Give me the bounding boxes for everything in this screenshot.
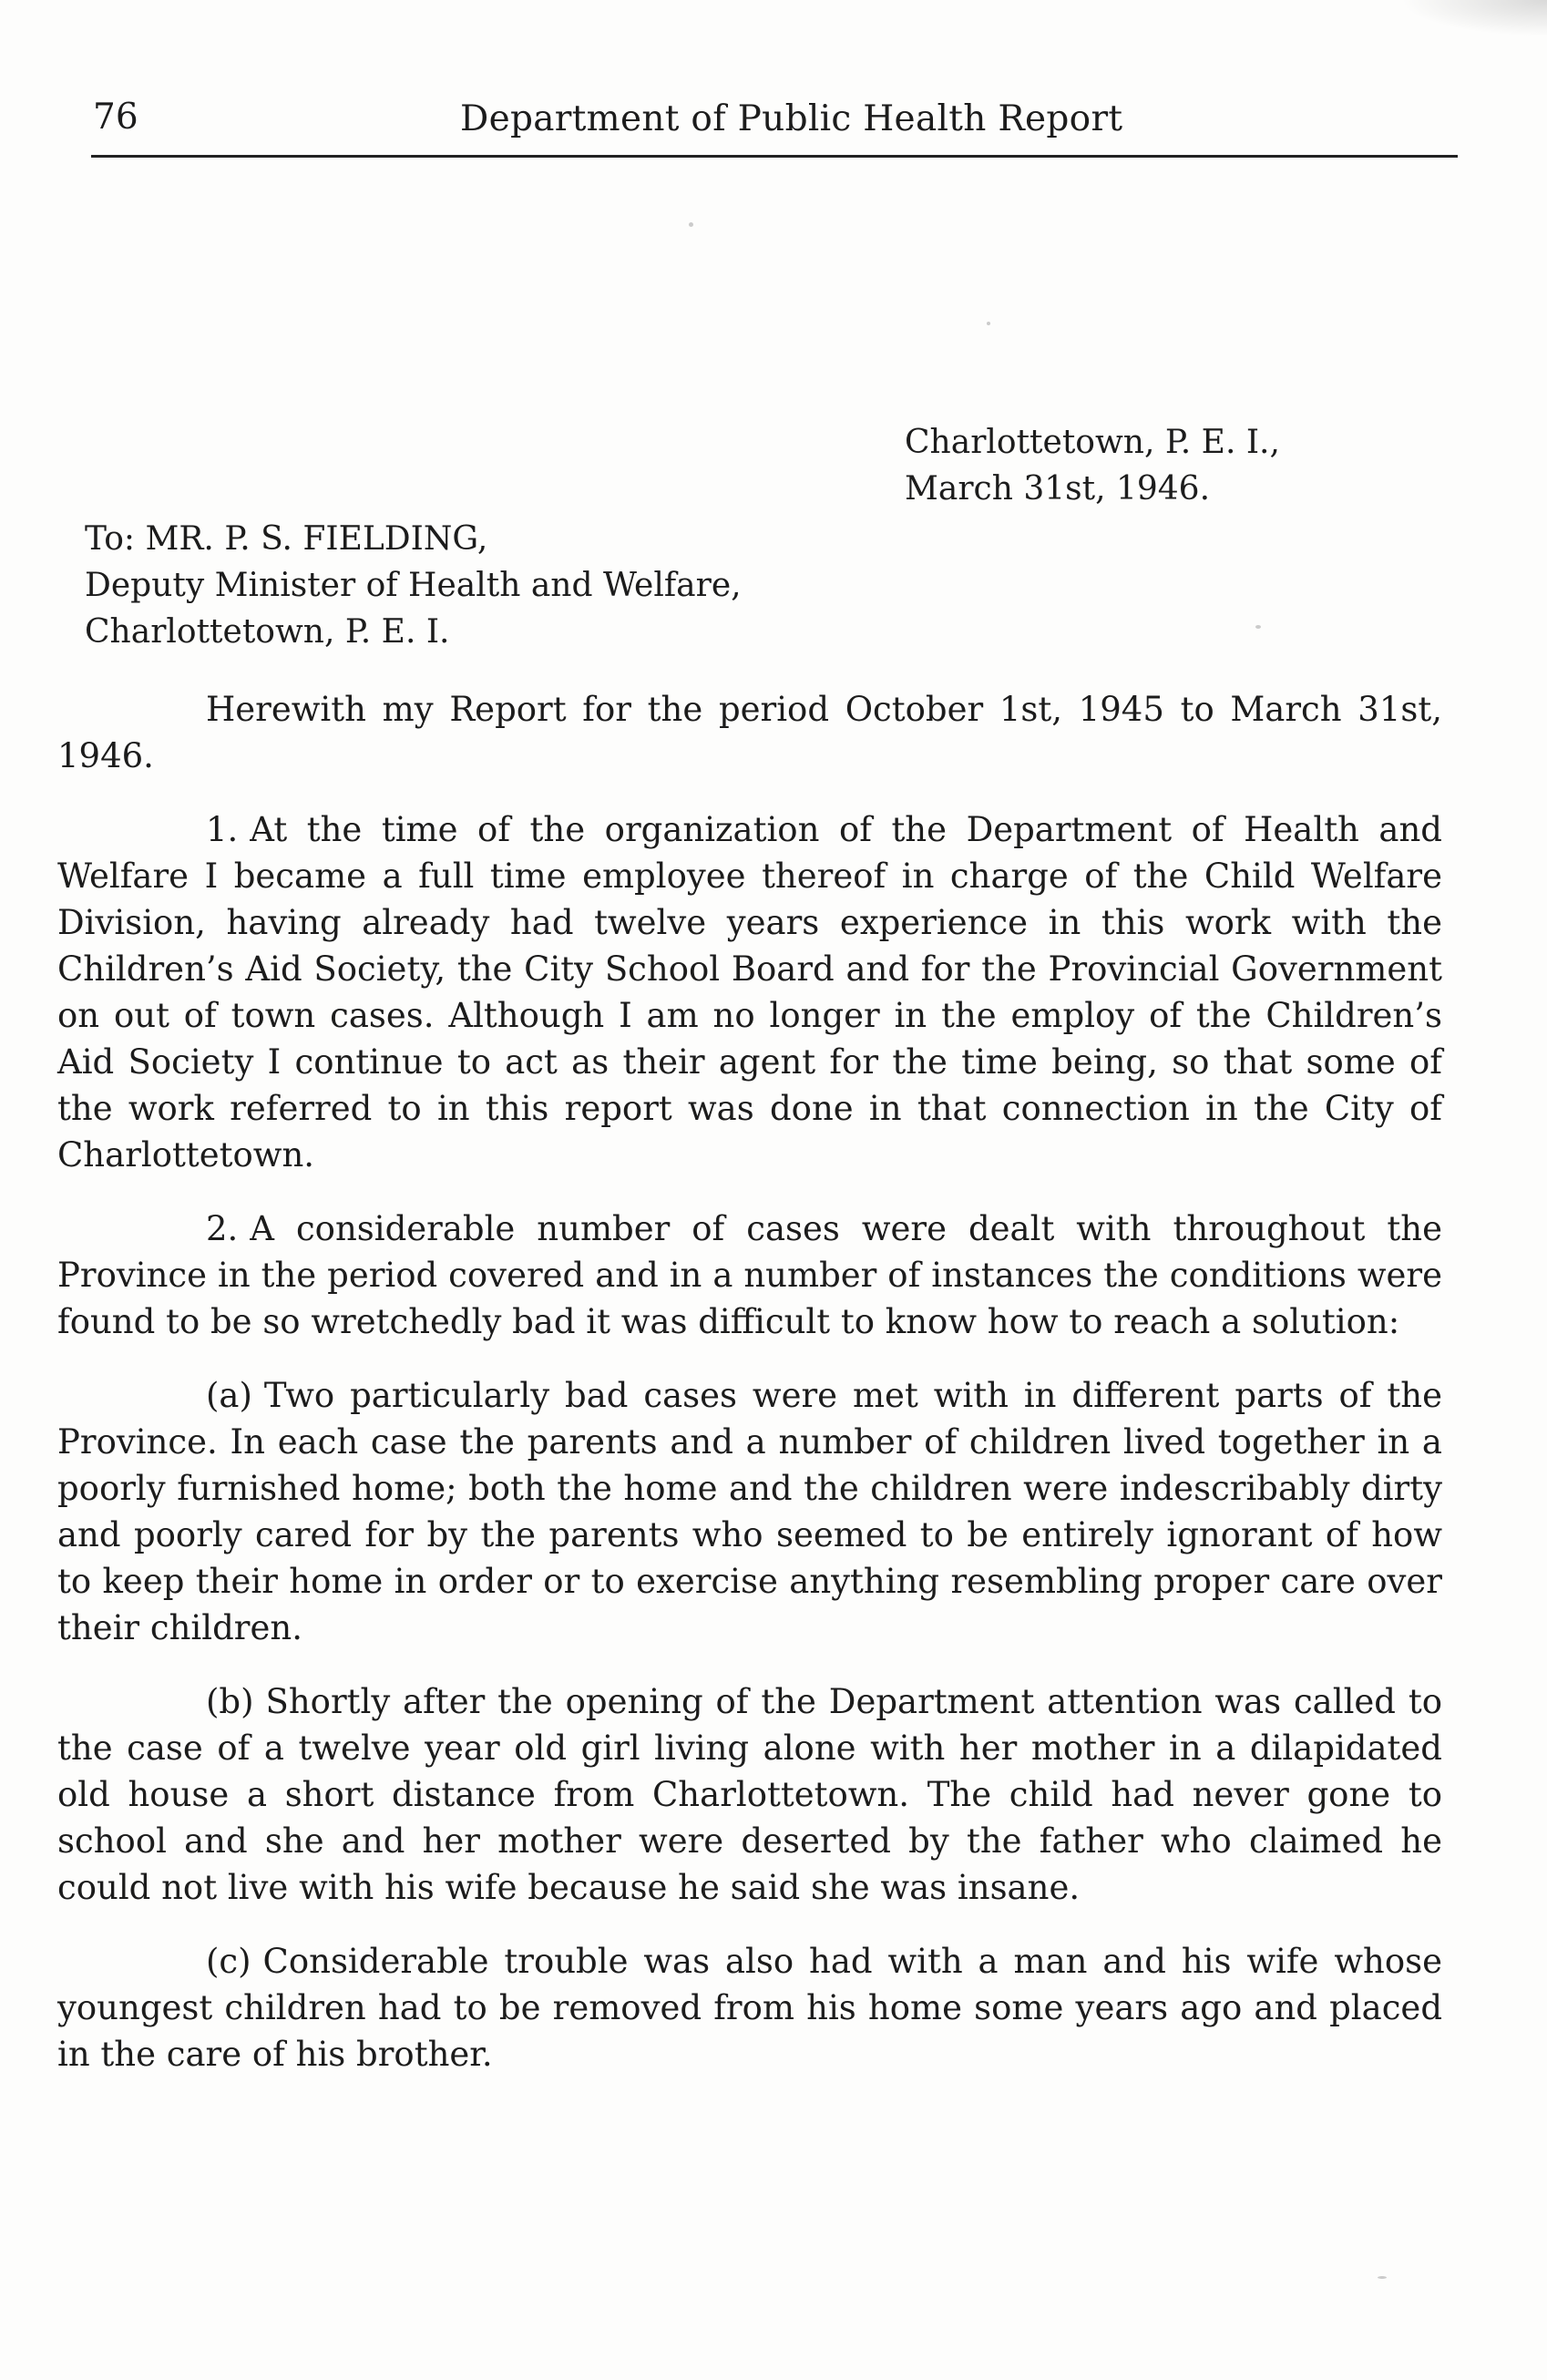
page-number: 76: [93, 97, 138, 138]
addressee-location: Charlottetown, P. E. I.: [85, 613, 450, 651]
subparagraph-label: (a): [206, 1376, 252, 1415]
subparagraph-text: Considerable trouble was also had with a man and his wife whose youngest children had to be removed from his home some years ago and placed in the care of his brother.: [57, 1942, 1442, 2074]
subparagraph-label: (c): [206, 1942, 251, 1981]
numbered-paragraph: [57, 1205, 1442, 1345]
subparagraph-text: Shortly after the opening of the Department attention was called to the case of a twelve year old girl living alone with her mother in a dilapidated old house a short distance from Charlottetown. The child had never gone to school and she and her mother were deserted by the father who claimed he could not live with his wife because he said she was insane.: [57, 1682, 1442, 1907]
subparagraph-label: (b): [206, 1682, 254, 1721]
scan-speck: [987, 322, 990, 325]
place-and-date: [905, 419, 1280, 512]
scan-smudge: [1401, 0, 1547, 36]
scan-speck: [689, 222, 693, 227]
running-header: [91, 91, 1458, 158]
subparagraph: [57, 1372, 1442, 1651]
scan-speck: [1255, 625, 1261, 629]
paragraph-text: At the time of the organization of the Department of Health and Welfare I became a full time employee thereof in charge of the Child Welfare Division, having already had twelve years experience in this work with the Children’s Aid Society, the City School Board and for the Provincial Government on out of town cases. Although I am no longer in the employ of the Children’s Aid Society I continue to act as their agent for the time being, so that some of the work referred to in this report was done in that connection in the City of Charlottetown.: [57, 810, 1442, 1175]
place-line: Charlottetown, P. E. I.,: [905, 424, 1280, 461]
paragraph-text: A considerable number of cases were dealt with throughout the Province in the period covered and in a number of instances the conditions were found to be so wretchedly bad it was difficult to know how to reach a solution:: [57, 1209, 1442, 1341]
addressee-title: Deputy Minister of Health and Welfare,: [85, 567, 742, 604]
scan-speck: [1378, 2276, 1387, 2279]
running-title: Department of Public Health Report: [460, 98, 1123, 139]
paragraph-number: 2.: [206, 1209, 239, 1248]
addressee-name: To: MR. P. S. FIELDING,: [85, 520, 488, 558]
subparagraph: [57, 1678, 1442, 1911]
report-body: [57, 686, 1442, 2105]
subparagraph-text: Two particularly bad cases were met with in different parts of the Province. In each case the parents and a number of children lived together in a poorly furnished home; both the home and the children were indescribably dirty and poorly cared for by the parents who seemed to be entirely ignorant of how to keep their home in order or to exercise anything resembling proper care over their children.: [57, 1376, 1442, 1647]
intro-paragraph: Herewith my Report for the period October 1st, 1945 to March 31st, 1946.: [57, 690, 1442, 775]
subparagraph: [57, 1938, 1442, 2077]
date-line: March 31st, 1946.: [905, 470, 1211, 508]
numbered-paragraph: [57, 806, 1442, 1178]
addressee-block: [85, 516, 742, 655]
paragraph-number: 1.: [206, 810, 239, 849]
